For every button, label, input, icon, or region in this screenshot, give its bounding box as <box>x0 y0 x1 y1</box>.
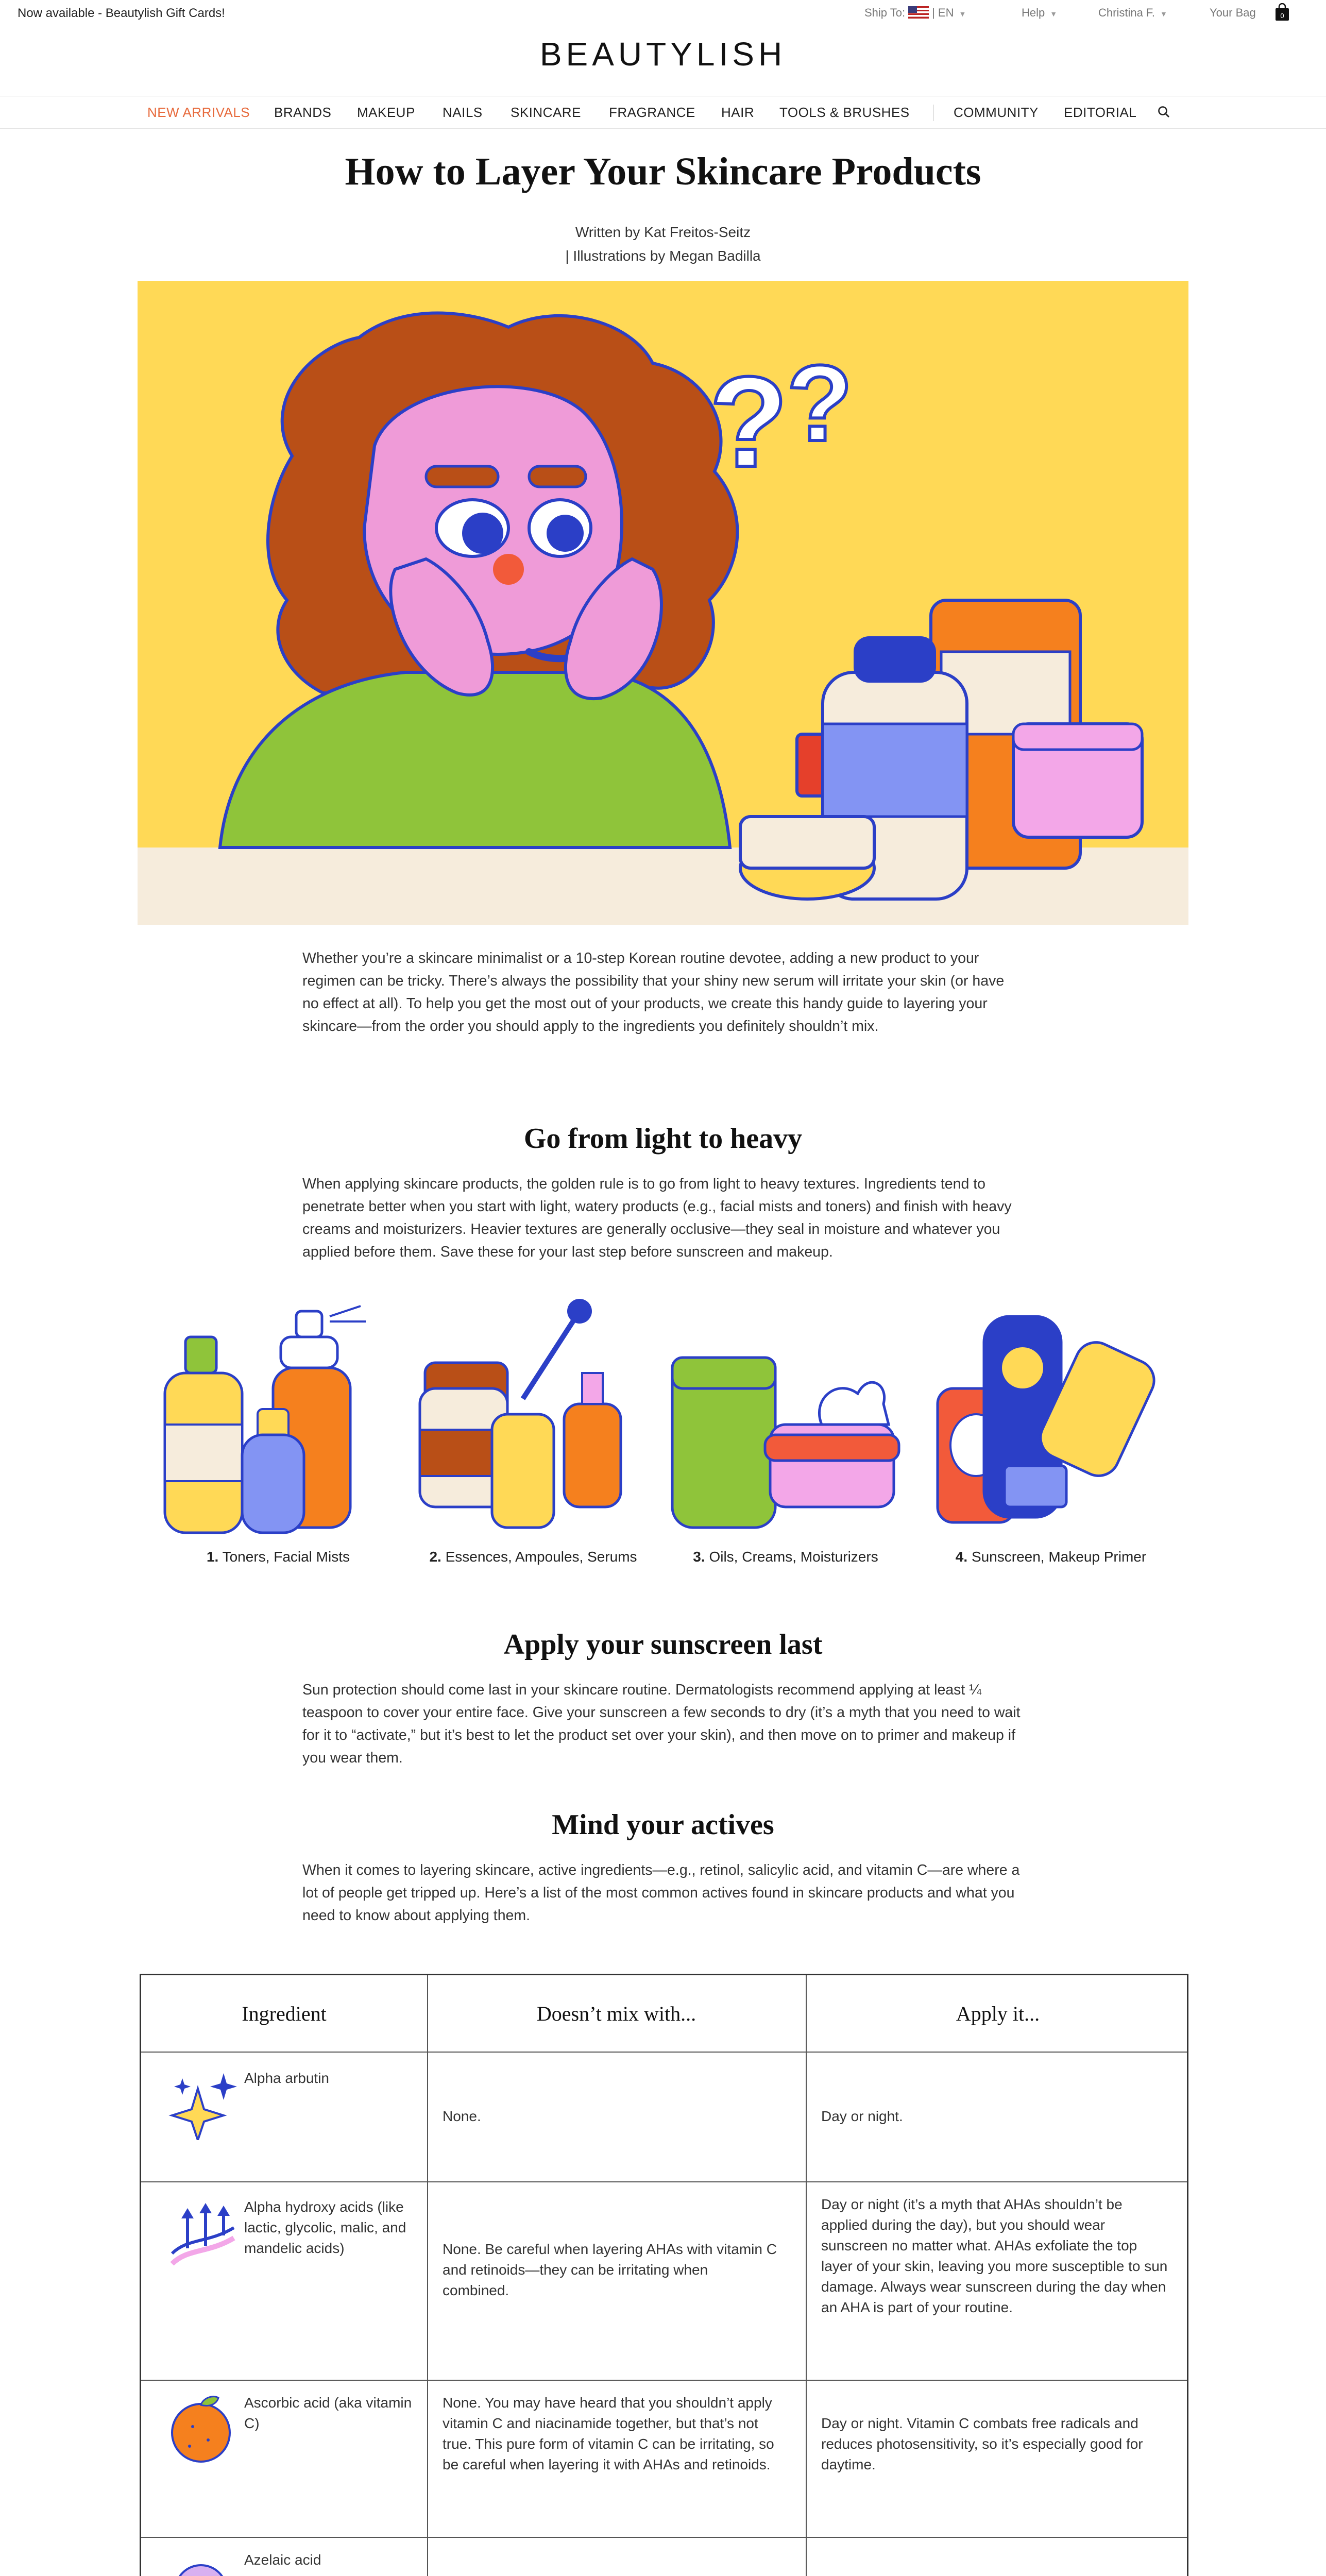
nav-editorial[interactable]: EDITORIAL <box>1064 105 1137 120</box>
section-sunscreen-text: Sun protection should come last in your skincare routine. Dermatologists recommend applying at least ¼ teaspoon to cover your entire face. Give your sunscreen a few seconds to dry (it’s a myth that you need to wait for it to “activate,” but it’s best to let the product set over your skin), and then move on to primer and makeup if you wear them. <box>302 1682 1021 1766</box>
byline <box>0 221 1326 268</box>
row-divider <box>141 2181 1187 2182</box>
step-label: Sunscreen, Makeup Primer <box>971 1549 1147 1565</box>
section-actives-text: When it comes to layering skincare, active ingredients—e.g., retinol, salicylic acid, and vitamin C—are where a lot of people get tripped up. Here’s a list of the most common actives found in skincare products and what you need to know about applying them. <box>302 1862 1020 1924</box>
ingredient-name: Ascorbic acid (aka vitamin C) <box>244 2395 412 2431</box>
byline-illustrator: | Illustrations by Megan Badilla <box>565 248 761 264</box>
svg-text:?: ? <box>709 350 788 494</box>
chevron-down-icon: ▼ <box>1050 10 1058 18</box>
bag-link[interactable]: Your Bag <box>1210 6 1256 19</box>
shopping-bag-icon[interactable] <box>1274 3 1290 22</box>
section-title-light-to-heavy: Go from light to heavy <box>523 1123 803 1155</box>
step-4-caption <box>927 1549 1175 1565</box>
row-divider <box>141 2380 1187 2381</box>
nav-new-arrivals[interactable]: NEW ARRIVALS <box>147 105 250 120</box>
top-bar <box>0 0 1326 31</box>
byline-author: Written by Kat Freitos-Seitz <box>575 224 751 240</box>
ingredient-name: Azelaic acid <box>244 2552 321 2568</box>
nav-skincare[interactable]: SKINCARE <box>511 105 581 120</box>
section-light-to-heavy-text: When applying skincare products, the golden rule is to go from light to heavy textures. Ingredients tend to penetrate better when you start with light, watery products (e.g., facial mists and toners) and finish with heavy creams and moisturizers. Heavier textures are generally occlusive—they seal in moisture and whatever you applied before them. Save these for your last step before sunscreen and makeup. <box>302 1176 1012 1260</box>
header-doesnt-mix: Doesn’t mix with... <box>536 2002 696 2025</box>
nav-nails[interactable]: NAILS <box>443 105 483 120</box>
step-label: Toners, Facial Mists <box>222 1549 350 1565</box>
us-flag-icon <box>908 6 929 19</box>
ingredient-name: Alpha hydroxy acids (like lactic, glycolic, malic, and mandelic acids) <box>244 2199 406 2256</box>
apply-text: Day or night. Vitamin C combats free radicals and reduces photosensitivity, so it’s especially good for daytime. <box>821 2415 1143 2472</box>
essence-serum-illustration <box>410 1296 657 1538</box>
arrows-up-icon <box>167 2197 239 2269</box>
doesnt-mix-text: None. <box>443 2108 481 2124</box>
nav-brands[interactable]: BRANDS <box>274 105 332 120</box>
step-number: 2. <box>429 1549 441 1565</box>
nav-community[interactable]: COMMUNITY <box>954 105 1039 120</box>
step-number: 1. <box>206 1549 219 1565</box>
row-divider <box>141 2052 1187 2053</box>
help-label: Help <box>1022 6 1045 19</box>
hero-illustration <box>138 281 1188 925</box>
article-title: How to Layer Your Skincare Products <box>345 150 981 193</box>
header-ingredient: Ingredient <box>242 2002 327 2025</box>
section-title-actives: Mind your actives <box>552 1809 774 1841</box>
account-menu[interactable] <box>1098 6 1167 20</box>
header-apply: Apply it... <box>956 2002 1040 2025</box>
ship-to-label: Ship To: <box>864 6 906 19</box>
actives-table <box>140 1974 1188 2576</box>
chevron-down-icon: ▼ <box>1160 10 1167 18</box>
oil-cream-illustration <box>662 1296 909 1538</box>
chevron-down-icon: ▼ <box>959 10 966 18</box>
svg-text:0: 0 <box>1280 12 1284 20</box>
doesnt-mix-text: None. You may have heard that you shouldn’t apply vitamin C and niacinamide together, but that’s not true. This pure form of vitamin C can be irritating, so be careful when layering it with AHAs and retinoids. <box>443 2395 774 2472</box>
nav-makeup[interactable]: MAKEUP <box>357 105 415 120</box>
orange-icon <box>167 2393 239 2465</box>
row-divider <box>141 2537 1187 2538</box>
promo-link[interactable]: Now available - Beautylish Gift Cards! <box>18 6 225 20</box>
site-logo[interactable]: BEAUTYLISH <box>539 36 787 73</box>
nav-hair[interactable]: HAIR <box>721 105 755 120</box>
step-label: Oils, Creams, Moisturizers <box>709 1549 878 1565</box>
sunscreen-primer-illustration <box>927 1296 1175 1538</box>
step-label: Essences, Ampoules, Serums <box>445 1549 637 1565</box>
intro-paragraph: Whether you’re a skincare minimalist or a 10-step Korean routine devotee, adding a new product to your regimen can be tricky. There’s always the possibility that your shiny new serum will irritate your skin (or have no effect at all). To help you get the most out of your products, we create this handy guide to layering your skincare—from the order you should apply to the ingredients you definitely shouldn’t mix. <box>302 950 1005 1035</box>
doesnt-mix-text: None. Be careful when layering AHAs with vitamin C and retinoids—they can be irritating when combined. <box>443 2241 777 2298</box>
main-nav <box>0 96 1326 129</box>
help-menu[interactable] <box>1022 6 1057 20</box>
ship-to-selector[interactable] <box>864 6 966 20</box>
step-3-caption <box>662 1549 909 1565</box>
apply-text: Day or night. <box>821 2108 903 2124</box>
search-icon[interactable] <box>1157 105 1170 118</box>
column-divider <box>427 1975 428 2576</box>
nav-fragrance[interactable]: FRAGRANCE <box>609 105 695 120</box>
svg-text:?: ? <box>787 343 853 464</box>
apply-text: Day or night (it’s a myth that AHAs shouldn’t be applied during the day), but you should wear sunscreen no matter what. AHAs exfoliate the top layer of your skin, leaving you more susceptible to sun damage. Always wear sunscreen during the day when an AHA is part of your routine. <box>821 2196 1168 2315</box>
nav-tools-brushes[interactable]: TOOLS & BRUSHES <box>779 105 910 120</box>
account-label: Christina F. <box>1098 6 1155 19</box>
toner-mist-illustration <box>155 1296 402 1538</box>
step-number: 3. <box>693 1549 705 1565</box>
step-1-caption <box>155 1549 402 1565</box>
step-number: 4. <box>955 1549 968 1565</box>
sparkle-icon <box>167 2068 239 2140</box>
step-2-caption <box>410 1549 657 1565</box>
ingredient-name: Alpha arbutin <box>244 2070 330 2086</box>
column-divider <box>806 1975 807 2576</box>
language-label: | EN <box>932 6 954 19</box>
petri-dish-icon <box>167 2550 239 2576</box>
section-title-sunscreen: Apply your sunscreen last <box>503 1629 823 1660</box>
